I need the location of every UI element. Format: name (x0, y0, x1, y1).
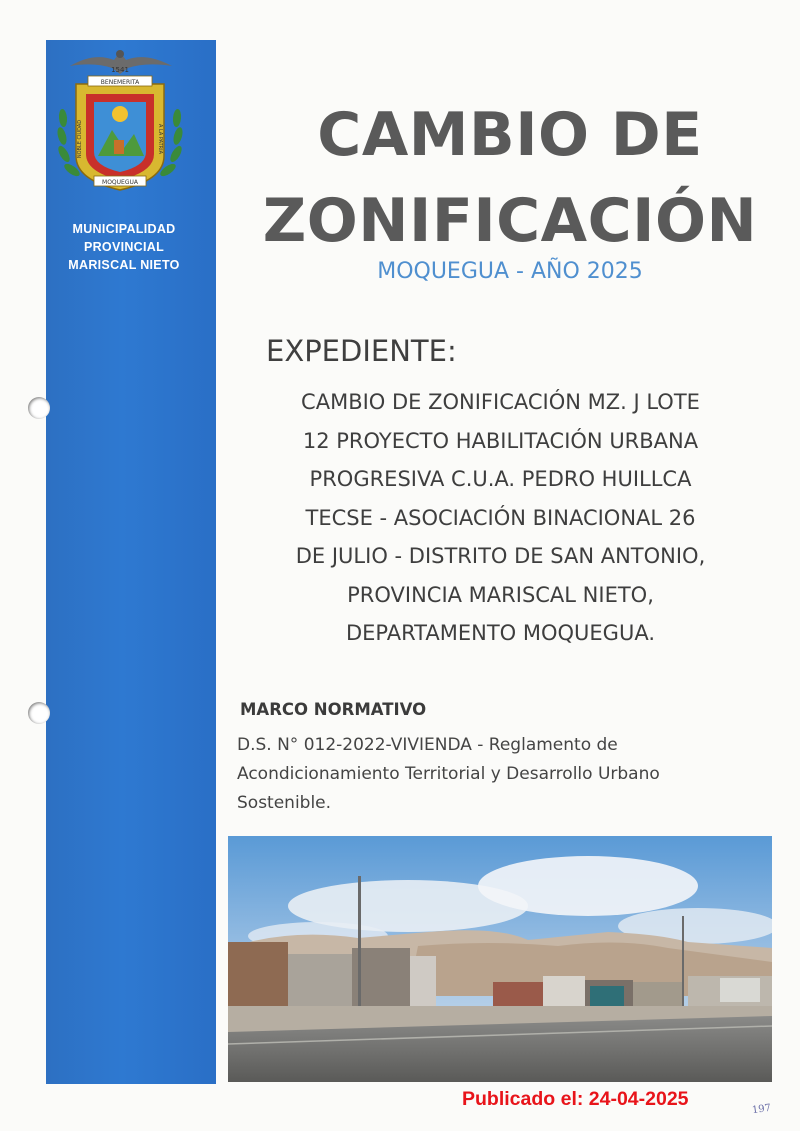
marco-normativo-heading: MARCO NORMATIVO (240, 700, 427, 719)
crest-bottom-text: MOQUEGUA (102, 179, 138, 186)
expediente-line: DEPARTAMENTO MOQUEGUA. (345, 621, 655, 645)
municipal-coat-of-arms-icon (54, 44, 186, 194)
street-photo (228, 836, 772, 1082)
crest-ribbon-text: BENEMERITA (100, 79, 140, 86)
expediente-body (248, 383, 753, 653)
expediente-line: 12 PROYECTO HABILITACIÓN URBANA (302, 428, 699, 453)
page-number: 197 (751, 1102, 772, 1117)
marco-normativo-body (237, 731, 757, 818)
punch-hole (28, 397, 50, 419)
expediente-heading: EXPEDIENTE: (266, 334, 457, 368)
organization-line: MUNICIPALIDAD (72, 222, 176, 236)
marco-normativo-line: D.S. N° 012-2022-VIVIENDA - Reglamento de (237, 735, 618, 755)
expediente-line: TECSE - ASOCIACIÓN BINACIONAL 26 (305, 505, 696, 530)
organization-line: MARISCAL NIETO (68, 258, 180, 272)
title-line: CAMBIO DE (317, 100, 703, 170)
page-subtitle: MOQUEGUA - AÑO 2025 (377, 259, 643, 284)
crest-left-text: NOBLE CIUDAD (77, 119, 83, 159)
organization-name (46, 220, 202, 274)
marco-normativo-line: Acondicionamiento Territorial y Desarrollo Urbano (237, 764, 660, 784)
page-title (230, 92, 790, 264)
expediente-line: PROVINCIA MARISCAL NIETO, (347, 582, 654, 607)
crest-right-text: A LA PATRIA (157, 123, 163, 155)
crest-year: 1541 (111, 66, 129, 74)
punch-hole (28, 702, 50, 724)
marco-normativo-line: Sostenible. (237, 793, 332, 813)
expediente-line: CAMBIO DE ZONIFICACIÓN MZ. J LOTE (301, 390, 700, 414)
expediente-line: PROGRESIVA C.U.A. PEDRO HUILLCA (309, 467, 692, 491)
published-date: Publicado el: 24-04-2025 (462, 1088, 689, 1110)
title-line: ZONIFICACIÓN (262, 186, 758, 256)
organization-line: PROVINCIAL (83, 240, 165, 254)
expediente-line: DE JULIO - DISTRITO DE SAN ANTONIO, (295, 544, 706, 568)
sidebar-band (46, 40, 216, 1084)
